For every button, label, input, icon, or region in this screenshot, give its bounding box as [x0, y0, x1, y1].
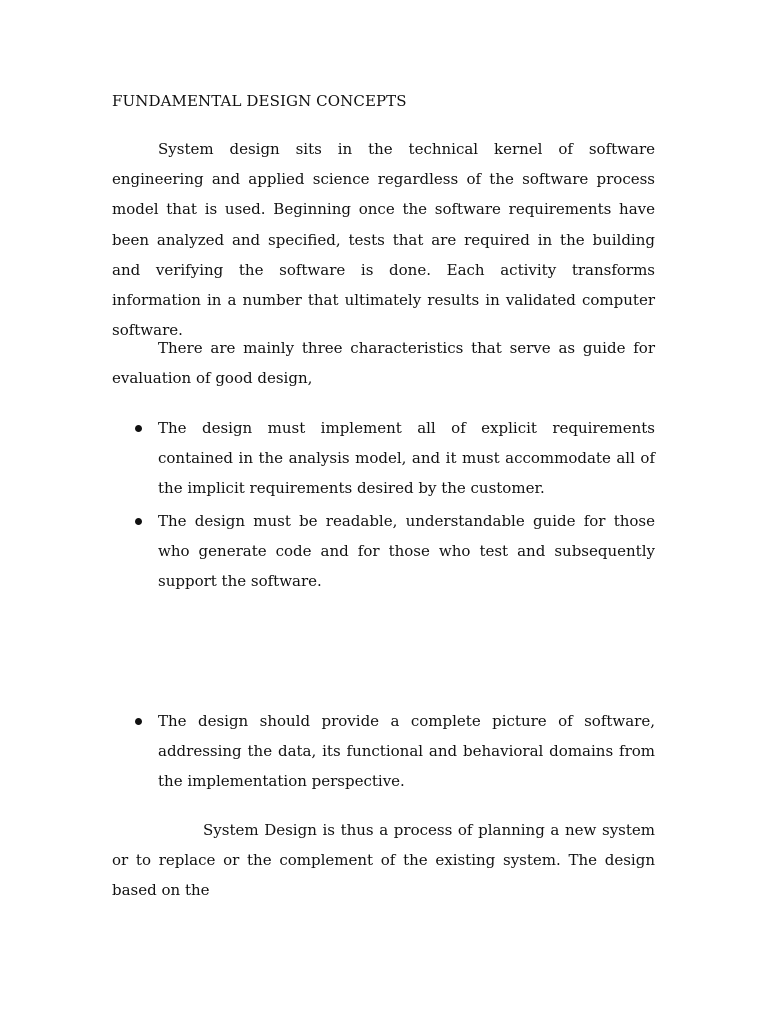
list-item [158, 413, 655, 504]
list-item-text: The design must implement all of explicit requirements contained in the analysis model, and it must accommodate all of the implicit requirements desired by the customer. [158, 419, 655, 498]
list-item [158, 506, 655, 597]
list-item-text: The design should provide a complete picture of software, addressing the data, its functional and behavioral domains from the implementation perspective. [158, 712, 655, 791]
bullet-icon [135, 518, 142, 525]
closing-paragraph: System Design is thus a process of planning a new system or to replace or the complement of the existing system. The design based on the [112, 821, 655, 900]
page-title: FUNDAMENTAL DESIGN CONCEPTS [112, 92, 407, 110]
bullet-icon [135, 718, 142, 725]
list-item-text: The design must be readable, understandable guide for those who generate code and for those who test and subsequently support the software. [158, 512, 655, 591]
characteristics-intro-paragraph: There are mainly three characteristics that serve as guide for evaluation of good design, [112, 339, 655, 388]
bullet-icon [135, 425, 142, 432]
list-item [158, 706, 655, 797]
intro-paragraph: System design sits in the technical kernel of software engineering and applied science regardless of the software process model that is used. Beginning once the software requirements have been analyzed and specified, tests that are required in the building and verifying the software is done. Each activity transforms information in a number that ultimately results in validated computer software. [112, 140, 655, 340]
